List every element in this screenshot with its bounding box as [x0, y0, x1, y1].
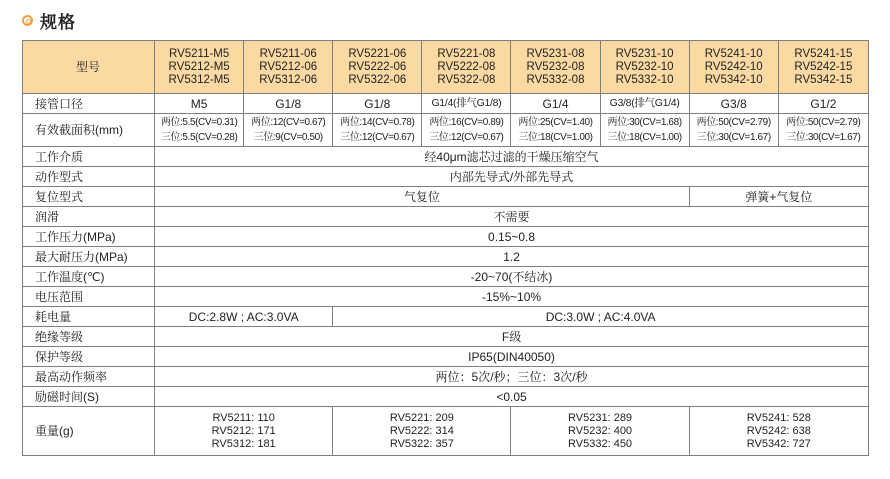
row-label: 工作温度(℃) [23, 267, 155, 287]
row-label: 励磁时间(S) [23, 387, 155, 407]
model-cell: RV5211-06 RV5212-06 RV5312-06 [244, 41, 333, 94]
model-cell: RV5241-15 RV5242-15 RV5342-15 [778, 41, 868, 94]
area-cell: 两位:50(CV=2.79) 三位:30(CV=1.67) [778, 114, 868, 147]
circle-bullet-icon [22, 15, 33, 26]
area-cell: 两位:30(CV=1.68) 三位:18(CV=1.00) [600, 114, 689, 147]
protection-value: IP65(DIN40050) [155, 347, 869, 367]
port-cell: G1/4 [511, 94, 600, 114]
weight-group: RV5211: 110 RV5212: 171 RV5312: 181 [155, 407, 333, 456]
row-label: 动作型式 [23, 167, 155, 187]
row-label: 复位型式 [23, 187, 155, 207]
max-pressure-value: 1.2 [155, 247, 869, 267]
port-row [23, 94, 869, 114]
row-label: 保护等级 [23, 347, 155, 367]
weight-group: RV5221: 209 RV5222: 314 RV5322: 357 [333, 407, 511, 456]
lube-value: 不需要 [155, 207, 869, 227]
excitation-row [23, 387, 869, 407]
max-pressure-row [23, 247, 869, 267]
row-label: 耗电量 [23, 307, 155, 327]
area-cell: 两位:50(CV=2.79) 三位:30(CV=1.67) [689, 114, 778, 147]
power-value-b: DC:3.0W ; AC:4.0VA [333, 307, 869, 327]
frequency-value: 两位：5次/秒；三位：3次/秒 [155, 367, 869, 387]
row-label: 工作压力(MPa) [23, 227, 155, 247]
port-cell: G1/4(排气G1/8) [422, 94, 511, 114]
port-cell: M5 [155, 94, 244, 114]
insulation-value: F级 [155, 327, 869, 347]
area-cell: 两位:5.5(CV=0.31) 三位:5.5(CV=0.28) [155, 114, 244, 147]
voltage-value: -15%~10% [155, 287, 869, 307]
frequency-row [23, 367, 869, 387]
lube-row [23, 207, 869, 227]
pressure-row [23, 227, 869, 247]
insulation-row [23, 327, 869, 347]
voltage-row [23, 287, 869, 307]
pressure-value: 0.15~0.8 [155, 227, 869, 247]
protection-row [23, 347, 869, 367]
row-label: 电压范围 [23, 287, 155, 307]
spec-table [22, 40, 869, 456]
section-heading [22, 8, 76, 32]
reset-air-value: 气复位 [155, 187, 690, 207]
row-label: 重量(g) [23, 407, 155, 456]
weight-group: RV5241: 528 RV5242: 638 RV5342: 727 [689, 407, 868, 456]
header-label: 型号 [23, 41, 155, 94]
model-cell: RV5231-08 RV5232-08 RV5332-08 [511, 41, 600, 94]
row-label: 绝缘等级 [23, 327, 155, 347]
model-cell: RV5241-10 RV5242-10 RV5342-10 [689, 41, 778, 94]
port-cell: G1/8 [244, 94, 333, 114]
medium-row [23, 147, 869, 167]
reset-spring-value: 弹簧+气复位 [689, 187, 868, 207]
row-label: 最高动作频率 [23, 367, 155, 387]
weight-group: RV5231: 289 RV5232: 400 RV5332: 450 [511, 407, 689, 456]
row-label: 润滑 [23, 207, 155, 227]
header-row [23, 41, 869, 94]
medium-value: 经40μm滤芯过滤的干燥压缩空气 [155, 147, 869, 167]
page-title: 规格 [40, 12, 76, 32]
model-cell: RV5221-06 RV5222-06 RV5322-06 [333, 41, 422, 94]
temp-value: -20~70(不结冰) [155, 267, 869, 287]
model-cell: RV5211-M5 RV5212-M5 RV5312-M5 [155, 41, 244, 94]
action-value: 内部先导式/外部先导式 [155, 167, 869, 187]
row-label: 最大耐压力(MPa) [23, 247, 155, 267]
row-label: 工作介质 [23, 147, 155, 167]
power-value-a: DC:2.8W ; AC:3.0VA [155, 307, 333, 327]
port-cell: G1/8 [333, 94, 422, 114]
area-cell: 两位:14(CV=0.78) 三位:12(CV=0.67) [333, 114, 422, 147]
weight-row [23, 407, 869, 456]
row-label: 接管口径 [23, 94, 155, 114]
port-cell: G3/8 [689, 94, 778, 114]
action-row [23, 167, 869, 187]
temp-row [23, 267, 869, 287]
port-cell: G3/8(排气G1/4) [600, 94, 689, 114]
model-cell: RV5221-08 RV5222-08 RV5322-08 [422, 41, 511, 94]
area-cell: 两位:25(CV=1.40) 三位:18(CV=1.00) [511, 114, 600, 147]
area-cell: 两位:16(CV=0.89) 三位:12(CV=0.67) [422, 114, 511, 147]
port-cell: G1/2 [778, 94, 868, 114]
excitation-value: <0.05 [155, 387, 869, 407]
row-label: 有效截面积(mm) [23, 114, 155, 147]
area-cell: 两位:12(CV=0.67) 三位:9(CV=0.50) [244, 114, 333, 147]
model-cell: RV5231-10 RV5232-10 RV5332-10 [600, 41, 689, 94]
area-row [23, 114, 869, 147]
reset-row [23, 187, 869, 207]
power-row [23, 307, 869, 327]
